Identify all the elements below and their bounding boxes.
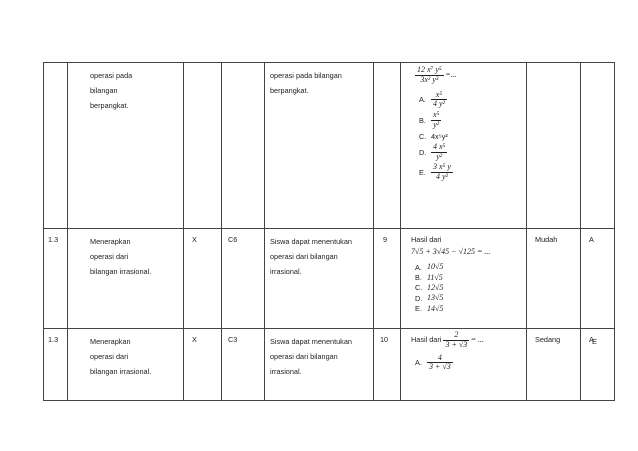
indicator-line: irrasional. [270, 366, 302, 376]
cell-key: A [581, 229, 615, 329]
cell-class: X [184, 329, 222, 401]
extra-answer-value: E [592, 337, 597, 346]
kd-line: berpangkat. [90, 100, 129, 110]
kd-line: operasi dari [90, 351, 129, 361]
kd-line: bilangan [90, 85, 118, 95]
cell-no: 1.3 [44, 229, 68, 329]
cell-key: A [581, 329, 615, 401]
indicator-line: operasi pada bilangan [270, 71, 342, 80]
option-a: A. 10√5 [415, 262, 444, 272]
cell-level: C3 [222, 329, 265, 401]
table-row [44, 63, 615, 229]
cell-difficulty: Mudah [527, 229, 581, 329]
indicator-line: Siswa dapat menentukan [270, 237, 352, 246]
cell-class [184, 63, 222, 229]
question-expression: Hasil dari $\frac{2}{3 + √3}$ = ... [411, 330, 484, 349]
option-e: E. 14√5 [415, 303, 444, 314]
cell-kd [68, 63, 184, 229]
cell-indicator [265, 63, 374, 229]
cell-no [44, 63, 68, 229]
cell-key [581, 63, 615, 229]
cell-question [401, 229, 527, 329]
option-c: C. 4x⁵y² [419, 131, 448, 141]
cell-level: C6 [222, 229, 265, 329]
cell-question-number [374, 63, 401, 229]
option-b: B. $\frac{\text{x⁵}}{\text{y²}}$ [419, 110, 440, 129]
cell-question-number: 10 [374, 329, 401, 401]
question-expression: $\frac{\text{12 x⁷ y⁵}}{\text{3x² y³}}$ =... [417, 65, 457, 84]
table-row [44, 329, 615, 401]
cell-kd [68, 229, 184, 329]
kd-line: bilangan irrasional. [90, 266, 152, 276]
indicator-line: berpangkat. [270, 85, 309, 95]
question-grid-table [43, 62, 615, 401]
cell-question [401, 63, 527, 229]
kd-line: Menerapkan [90, 237, 131, 246]
option-c: C. 12√5 [415, 282, 444, 293]
kd-line: operasi dari [90, 251, 129, 261]
indicator-line: operasi dari bilangan [270, 251, 338, 261]
cell-difficulty [527, 63, 581, 229]
question-expression: 7√5 + 3√45 − √125 = ... [411, 247, 491, 257]
table-row [44, 229, 615, 329]
indicator-line: irrasional. [270, 266, 302, 276]
cell-question-number: 9 [374, 229, 401, 329]
indicator-line: Siswa dapat menentukan [270, 337, 352, 346]
kd-line: bilangan irrasional. [90, 366, 152, 376]
option-d: D. $\frac{\text{4 x⁵}}{\text{y²}}$ [419, 141, 446, 161]
option-e: E. $\frac{\text{3 x⁵ y}}{\text{4 y²}}$ [419, 162, 451, 182]
cell-question [401, 329, 527, 401]
cell-indicator [265, 229, 374, 329]
option-d: D. 13√5 [415, 293, 444, 303]
option-a: A. $\frac{\text{x⁵}}{\text{4 y²}}$ [419, 89, 445, 109]
question-label: Hasil dari [411, 235, 442, 244]
indicator-line: operasi dari bilangan [270, 351, 338, 361]
kd-line: Menerapkan [90, 337, 131, 346]
cell-class: X [184, 229, 222, 329]
cell-kd [68, 329, 184, 401]
option-b: B. 11√5 [415, 272, 443, 282]
cell-indicator [265, 329, 374, 401]
cell-level [222, 63, 265, 229]
cell-difficulty: Sedang [527, 329, 581, 401]
kd-line: operasi pada [90, 71, 133, 80]
cell-no: 1.3 [44, 329, 68, 401]
option-a: A. $\frac{4}{3 + √3}$ [415, 352, 451, 372]
